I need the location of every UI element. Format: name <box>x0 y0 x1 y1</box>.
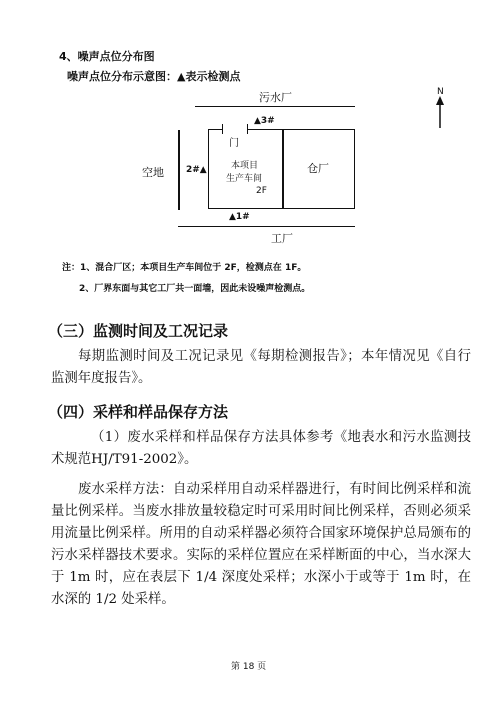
section-4-title: 4、噪声点位分布图 <box>59 50 155 63</box>
gate-label: 门 <box>229 138 239 149</box>
point-3-marker: ▲3# <box>254 116 275 126</box>
top-neighbor-line <box>195 106 355 107</box>
point-2-marker: 2#▲ <box>186 165 207 175</box>
bottom-neighbor-line <box>178 226 355 227</box>
note-2: 2、厂界东面与其它工厂共一面墙，因此未设噪声检测点。 <box>79 284 311 294</box>
building-floor: 2F <box>256 186 267 196</box>
building-label-line1: 本项目 <box>231 161 259 171</box>
gate-post-right <box>247 124 248 134</box>
point-1-marker: ▲1# <box>229 212 250 222</box>
section-3-paragraph-text: 每期监测时间及工况记录见《每期检测报告》；本年情况见《自行监测年度报告》。 <box>51 349 471 386</box>
note-1: 注：1、混合厂区；本项目生产车间位于 2F，检测点在 1F。 <box>62 263 307 273</box>
section-4b-paragraph-1-text: （1）废水采样和样品保存方法具体参考《地表水和污水监测技术规范HJ/T91-2002》。 <box>51 430 471 467</box>
bottom-neighbor-label: 工厂 <box>271 232 293 245</box>
left-neighbor-label: 空地 <box>142 166 164 179</box>
section-4b-paragraph-2 <box>51 479 471 611</box>
building-label-line2: 生产车间 <box>226 174 263 184</box>
section-4b-paragraph-2-text: 废水采样方法：自动采样用自动采样器进行，有时间比例采样和流量比例采样。当废水排放量较稳定时可采用时间比例采样，否则必须采用流量比例采样。所用的自动采样器必须符合国家环境保护总局颁布的污水采样器技术要求。实际的采样位置应在采样断面的中心，当水深大于 1m 时，应在表层下 1/4 深度处采样；水深小于或等于 1m 时，在水深的 1/2 处采样。 <box>51 482 471 607</box>
section-4b-paragraph-1 <box>51 427 471 471</box>
right-neighbor-label: 仓厂 <box>307 162 329 175</box>
page-number: 第 18 页 <box>231 662 267 672</box>
section-4b-title: （四）采样和样品保存方法 <box>48 403 229 421</box>
gate-gap <box>222 126 248 132</box>
left-wall-line <box>178 130 180 210</box>
diagram-caption: 噪声点位分布示意图：▲表示检测点 <box>67 70 241 83</box>
site-divider <box>282 129 284 209</box>
gate-post-left <box>222 124 223 134</box>
section-3-paragraph <box>51 346 471 390</box>
section-3-title: （三）监测时间及工况记录 <box>48 322 229 340</box>
north-arrow-icon <box>435 96 445 128</box>
top-neighbor-label: 污水厂 <box>259 91 292 104</box>
north-label: N <box>437 87 444 97</box>
